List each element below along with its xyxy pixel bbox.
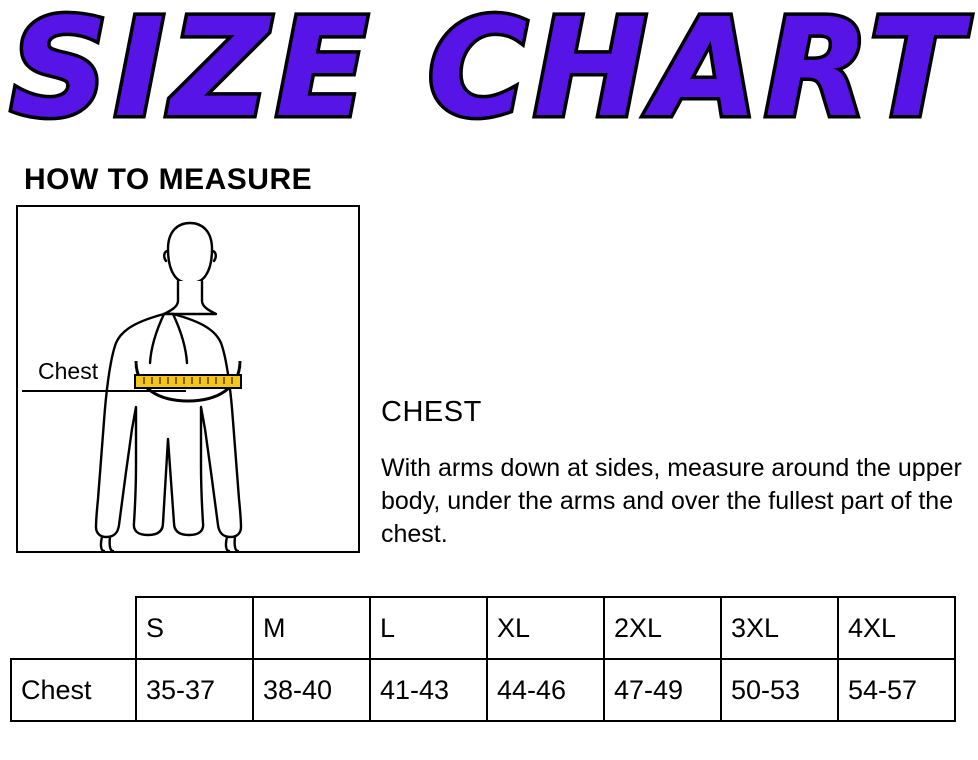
size-header-xl: XL	[487, 597, 604, 659]
chest-value-4xl: 54-57	[838, 659, 955, 721]
page-title-banner	[0, 0, 978, 150]
chest-measure-label: Chest	[38, 358, 99, 384]
table-row-sizes	[11, 597, 955, 659]
size-header-s: S	[136, 597, 253, 659]
chest-value-3xl: 50-53	[721, 659, 838, 721]
size-header-l: L	[370, 597, 487, 659]
size-header-2xl: 2XL	[604, 597, 721, 659]
table-row-chest	[11, 659, 955, 721]
chest-value-2xl: 47-49	[604, 659, 721, 721]
size-header-3xl: 3XL	[721, 597, 838, 659]
size-header-4xl: 4XL	[838, 597, 955, 659]
page-title: SIZE CHART	[10, 0, 968, 148]
size-header-m: M	[253, 597, 370, 659]
how-to-measure-heading: HOW TO MEASURE	[24, 163, 313, 196]
size-chart-table	[10, 596, 956, 722]
description-heading: CHEST	[381, 396, 482, 428]
row-label-chest: Chest	[11, 659, 136, 721]
chest-value-m: 38-40	[253, 659, 370, 721]
chest-value-xl: 44-46	[487, 659, 604, 721]
chest-value-l: 41-43	[370, 659, 487, 721]
chest-value-s: 35-37	[136, 659, 253, 721]
table-corner-cell	[11, 597, 136, 659]
description-body: With arms down at sides, measure around the upper body, under the arms and over the fullest part of the chest.	[381, 454, 962, 548]
